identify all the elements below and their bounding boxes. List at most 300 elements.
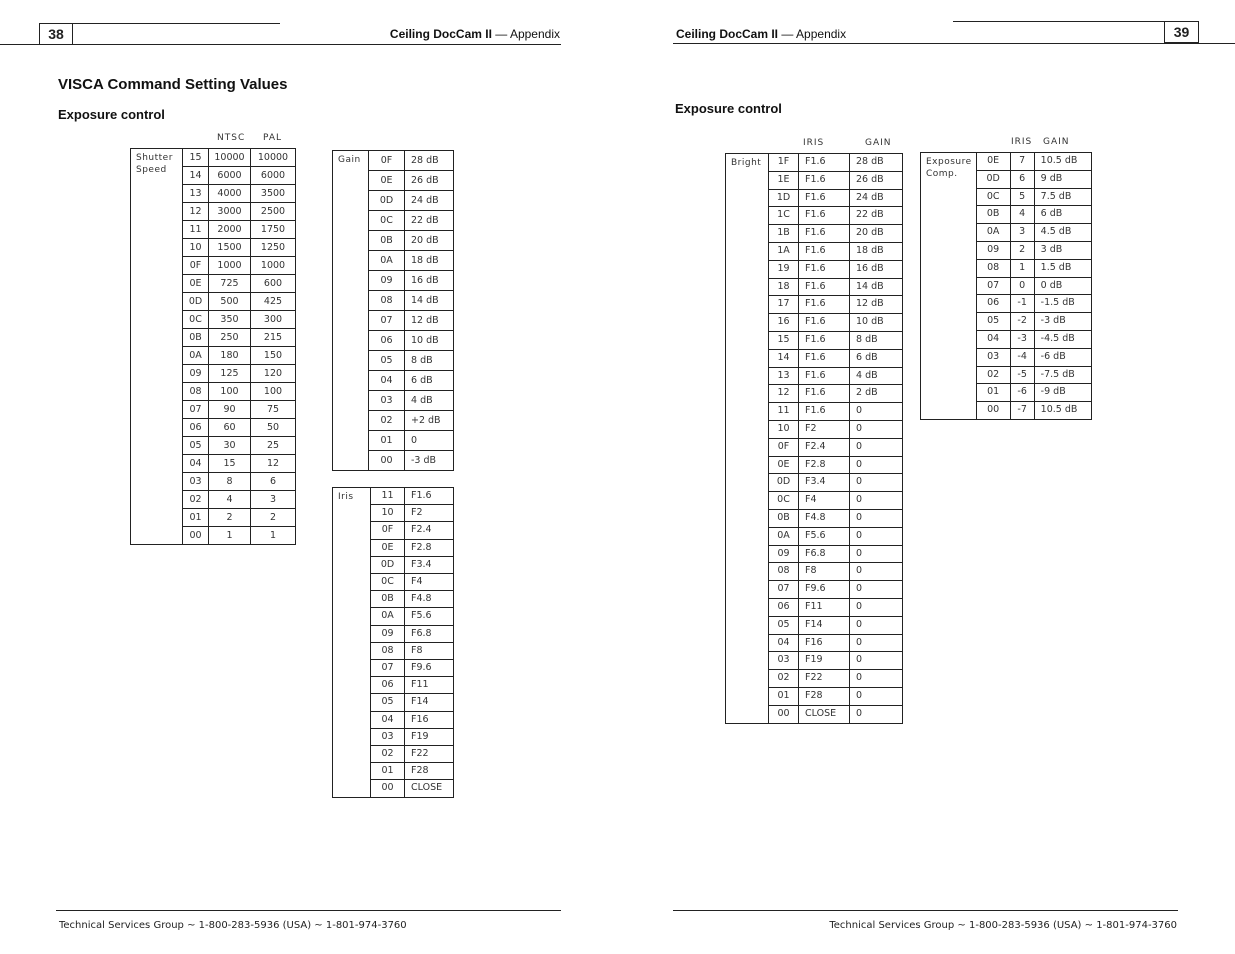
gain-cell: 8 dB (850, 331, 903, 349)
pal-cell: 120 (251, 365, 296, 383)
hex-code-cell: 1A (769, 242, 799, 260)
ntsc-cell: 1000 (209, 257, 251, 275)
hex-code-cell: 0B (371, 591, 405, 608)
gain-cell: 0 (850, 456, 903, 474)
right-footer: Technical Services Group ~ 1-800-283-5936 (USA) ~ 1-801-974-3760 (829, 920, 1177, 931)
step-cell: 6 (1010, 170, 1034, 188)
iris-cell: F14 (405, 694, 454, 711)
iris-cell: F1.6 (799, 278, 850, 296)
hex-code-cell: 08 (976, 259, 1010, 277)
table-label (131, 149, 183, 545)
gain-cell: 14 dB (850, 278, 903, 296)
iris-cell: F1.6 (799, 331, 850, 349)
iris-cell: F1.6 (799, 296, 850, 314)
iris-cell: F9.6 (799, 581, 850, 599)
gain-cell: -9 dB (1034, 384, 1091, 402)
hex-code-cell: 0B (369, 231, 405, 251)
gain-cell: 0 (850, 705, 903, 723)
gain-cell: 10 dB (850, 314, 903, 332)
gain-cell: 0 (850, 420, 903, 438)
hex-code-cell: 05 (769, 616, 799, 634)
gain-cell: 0 (405, 431, 454, 451)
hex-code-cell: 17 (769, 296, 799, 314)
left-running-header (390, 27, 560, 41)
pal-cell: 12 (251, 455, 296, 473)
gain-cell: 20 dB (850, 225, 903, 243)
iris-cell: F4 (405, 574, 454, 591)
right-footer-rule (673, 910, 1178, 911)
iris-cell: F2 (799, 420, 850, 438)
left-footer-rule (56, 910, 561, 911)
hex-code-cell: 0F (371, 522, 405, 539)
hex-code-cell: 1E (769, 171, 799, 189)
hex-code-cell: 00 (369, 451, 405, 471)
hex-code-cell: 0D (371, 556, 405, 573)
step-cell: 2 (1010, 241, 1034, 259)
hex-code-cell: 02 (183, 491, 209, 509)
hex-code-cell: 01 (976, 384, 1010, 402)
gain-table (332, 150, 454, 471)
hex-code-cell: 19 (769, 260, 799, 278)
hex-code-cell: 1F (769, 154, 799, 172)
hex-code-cell: 0D (769, 474, 799, 492)
left-footer: Technical Services Group ~ 1-800-283-5936 (USA) ~ 1-801-974-3760 (59, 920, 407, 931)
hex-code-cell: 04 (369, 371, 405, 391)
gain-cell: 26 dB (850, 171, 903, 189)
step-cell: 5 (1010, 188, 1034, 206)
hex-code-cell: 00 (769, 705, 799, 723)
iris-cell: F28 (799, 687, 850, 705)
hex-code-cell: 0A (371, 608, 405, 625)
table-label (726, 154, 769, 724)
hex-code-cell: 03 (183, 473, 209, 491)
gain-cell: 0 (850, 634, 903, 652)
iris-cell: F1.6 (799, 189, 850, 207)
ntsc-cell: 3000 (209, 203, 251, 221)
hex-code-cell: 06 (976, 295, 1010, 313)
pal-cell: 150 (251, 347, 296, 365)
right-page-number: 39 (1164, 21, 1199, 43)
hex-code-cell: 10 (183, 239, 209, 257)
pal-cell: 2500 (251, 203, 296, 221)
gain-cell: 0 (850, 509, 903, 527)
iris-cell: F8 (405, 642, 454, 659)
header-dash: — (495, 27, 508, 41)
hex-code-cell: 09 (371, 625, 405, 642)
hex-code-cell: 0E (976, 153, 1010, 171)
ntsc-cell: 1500 (209, 239, 251, 257)
gain-cell: 4.5 dB (1034, 224, 1091, 242)
iris-cell: F28 (405, 763, 454, 780)
hex-code-cell: 0E (369, 171, 405, 191)
gain-cell: 4 dB (405, 391, 454, 411)
hex-code-cell: 01 (369, 431, 405, 451)
pal-cell: 10000 (251, 149, 296, 167)
pal-cell: 300 (251, 311, 296, 329)
table-label (333, 151, 369, 471)
iris-cell: F5.6 (405, 608, 454, 625)
step-cell: 1 (1010, 259, 1034, 277)
ntsc-cell: 125 (209, 365, 251, 383)
step-cell: -6 (1010, 384, 1034, 402)
gain-cell: 10.5 dB (1034, 153, 1091, 171)
hex-code-cell: 07 (183, 401, 209, 419)
pal-cell: 1 (251, 527, 296, 545)
hex-code-cell: 01 (769, 687, 799, 705)
iris-cell: F3.4 (799, 474, 850, 492)
hex-code-cell: 06 (369, 331, 405, 351)
pal-cell: 600 (251, 275, 296, 293)
header-dash: — (781, 27, 794, 41)
pal-cell: 2 (251, 509, 296, 527)
pal-cell: 3 (251, 491, 296, 509)
gain-cell: 9 dB (1034, 170, 1091, 188)
gain-cell: 0 (850, 438, 903, 456)
iris-cell: F4.8 (405, 591, 454, 608)
gain-cell: -3 dB (405, 451, 454, 471)
gain-cell: 2 dB (850, 385, 903, 403)
hex-code-cell: 0B (769, 509, 799, 527)
iris-cell: F2.8 (405, 539, 454, 556)
hex-code-cell: 08 (769, 563, 799, 581)
gain-cell: -7.5 dB (1034, 366, 1091, 384)
gain-cell: 22 dB (850, 207, 903, 225)
ntsc-cell: 350 (209, 311, 251, 329)
exposure-comp-table (920, 152, 1092, 420)
ntsc-cell: 180 (209, 347, 251, 365)
hex-code-cell: 10 (769, 420, 799, 438)
pal-cell: 6000 (251, 167, 296, 185)
hex-code-cell: 0A (976, 224, 1010, 242)
hex-code-cell: 02 (369, 411, 405, 431)
hex-code-cell: 0F (769, 438, 799, 456)
gain-cell: 0 (850, 403, 903, 421)
iris-cell: F1.6 (799, 171, 850, 189)
pal-cell: 215 (251, 329, 296, 347)
gain-cell: 8 dB (405, 351, 454, 371)
pal-column-header: PAL (263, 133, 283, 143)
iris-cell: F4 (799, 492, 850, 510)
iris-cell: F1.6 (799, 367, 850, 385)
iris-cell: F1.6 (799, 314, 850, 332)
iris-cell: F19 (799, 652, 850, 670)
hex-code-cell: 09 (976, 241, 1010, 259)
gain-cell: 0 (850, 474, 903, 492)
step-cell: 4 (1010, 206, 1034, 224)
hex-code-cell: 16 (769, 314, 799, 332)
hex-code-cell: 02 (976, 366, 1010, 384)
ntsc-cell: 250 (209, 329, 251, 347)
ntsc-cell: 4 (209, 491, 251, 509)
pal-cell: 50 (251, 419, 296, 437)
hex-code-cell: 13 (183, 185, 209, 203)
iris-cell: F1.6 (799, 154, 850, 172)
ntsc-cell: 90 (209, 401, 251, 419)
gain-cell: 0 (850, 687, 903, 705)
gain-cell: 0 (850, 527, 903, 545)
header-section: Appendix (509, 27, 560, 41)
hex-code-cell: 02 (769, 670, 799, 688)
ntsc-cell: 1 (209, 527, 251, 545)
hex-code-cell: 07 (369, 311, 405, 331)
hex-code-cell: 06 (769, 598, 799, 616)
shutter-speed-table (130, 148, 296, 545)
gain-cell: 0 (850, 670, 903, 688)
iris-cell: F1.6 (405, 488, 454, 505)
ntsc-cell: 4000 (209, 185, 251, 203)
gain-cell: 1.5 dB (1034, 259, 1091, 277)
gain-cell: 0 dB (1034, 277, 1091, 295)
hex-code-cell: 0D (976, 170, 1010, 188)
gain-cell: 10.5 dB (1034, 402, 1091, 420)
hex-code-cell: 08 (371, 642, 405, 659)
iris-cell: F11 (405, 677, 454, 694)
hex-code-cell: 04 (371, 711, 405, 728)
gain-cell: 0 (850, 581, 903, 599)
hex-code-cell: 0A (183, 347, 209, 365)
table-label-line: Bright (731, 158, 762, 168)
gain-cell: 24 dB (405, 191, 454, 211)
table-row (131, 149, 296, 167)
hex-code-cell: 1C (769, 207, 799, 225)
gain-cell: 6 dB (405, 371, 454, 391)
iris-cell: F6.8 (405, 625, 454, 642)
hex-code-cell: 03 (369, 391, 405, 411)
gain-cell: 6 dB (850, 349, 903, 367)
iris-cell: F1.6 (799, 225, 850, 243)
pal-cell: 100 (251, 383, 296, 401)
hex-code-cell: 15 (769, 331, 799, 349)
gain-cell: 18 dB (850, 242, 903, 260)
hex-code-cell: 0C (976, 188, 1010, 206)
hex-code-cell: 07 (769, 581, 799, 599)
ntsc-cell: 100 (209, 383, 251, 401)
gain-cell: -3 dB (1034, 313, 1091, 331)
hex-code-cell: 1B (769, 225, 799, 243)
gain-cell: 0 (850, 563, 903, 581)
iris-cell: F11 (799, 598, 850, 616)
step-cell: 3 (1010, 224, 1034, 242)
iris-cell: F14 (799, 616, 850, 634)
hex-code-cell: 04 (769, 634, 799, 652)
ntsc-cell: 15 (209, 455, 251, 473)
iris-cell: F2 (405, 505, 454, 522)
gain-cell: 12 dB (850, 296, 903, 314)
table-row (333, 488, 454, 505)
hex-code-cell: 03 (371, 728, 405, 745)
bright-iris-column-header: IRIS (803, 138, 825, 148)
hex-code-cell: 12 (183, 203, 209, 221)
pal-cell: 25 (251, 437, 296, 455)
pal-cell: 6 (251, 473, 296, 491)
gain-cell: +2 dB (405, 411, 454, 431)
hex-code-cell: 07 (976, 277, 1010, 295)
hex-code-cell: 0F (183, 257, 209, 275)
table-label-line: Shutter (136, 153, 173, 163)
pal-cell: 75 (251, 401, 296, 419)
hex-code-cell: 0C (371, 574, 405, 591)
iris-cell: F16 (799, 634, 850, 652)
iris-cell: F1.6 (799, 207, 850, 225)
hex-code-cell: 08 (183, 383, 209, 401)
hex-code-cell: 04 (183, 455, 209, 473)
gain-cell: -1.5 dB (1034, 295, 1091, 313)
gain-cell: 18 dB (405, 251, 454, 271)
step-cell: -3 (1010, 330, 1034, 348)
hex-code-cell: 05 (371, 694, 405, 711)
gain-cell: 24 dB (850, 189, 903, 207)
ntsc-column-header: NTSC (217, 133, 246, 143)
ntsc-cell: 30 (209, 437, 251, 455)
hex-code-cell: 0B (183, 329, 209, 347)
hex-code-cell: 0A (769, 527, 799, 545)
hex-code-cell: 05 (976, 313, 1010, 331)
gain-cell: 16 dB (405, 271, 454, 291)
gain-cell: 28 dB (850, 154, 903, 172)
step-cell: -5 (1010, 366, 1034, 384)
gain-cell: 28 dB (405, 151, 454, 171)
ntsc-cell: 6000 (209, 167, 251, 185)
pal-cell: 1000 (251, 257, 296, 275)
hex-code-cell: 05 (183, 437, 209, 455)
left-subtitle: Exposure control (58, 107, 165, 122)
gain-cell: 26 dB (405, 171, 454, 191)
page-title: VISCA Command Setting Values (58, 76, 288, 93)
pal-cell: 1750 (251, 221, 296, 239)
ntsc-cell: 2 (209, 509, 251, 527)
table-row (333, 151, 454, 171)
gain-cell: 6 dB (1034, 206, 1091, 224)
left-header-rule-top (72, 23, 280, 24)
ntsc-cell: 8 (209, 473, 251, 491)
pal-cell: 1250 (251, 239, 296, 257)
hex-code-cell: 0E (371, 539, 405, 556)
iris-cell: F1.6 (799, 242, 850, 260)
bright-table (725, 153, 903, 724)
hex-code-cell: 05 (369, 351, 405, 371)
step-cell: -2 (1010, 313, 1034, 331)
gain-cell: 0 (850, 545, 903, 563)
gain-cell: 0 (850, 492, 903, 510)
table-label (921, 153, 977, 420)
ntsc-cell: 500 (209, 293, 251, 311)
hex-code-cell: 00 (371, 780, 405, 797)
iris-cell: F5.6 (799, 527, 850, 545)
iris-cell: F2.8 (799, 456, 850, 474)
iris-cell: F3.4 (405, 556, 454, 573)
left-page-number: 38 (39, 23, 73, 45)
hex-code-cell: 11 (371, 488, 405, 505)
gain-cell: -4.5 dB (1034, 330, 1091, 348)
comp-gain-column-header: GAIN (1043, 137, 1070, 147)
hex-code-cell: 10 (371, 505, 405, 522)
gain-cell: 20 dB (405, 231, 454, 251)
ntsc-cell: 725 (209, 275, 251, 293)
iris-cell: F2.4 (799, 438, 850, 456)
table-label-line: Comp. (926, 169, 958, 179)
header-product: Ceiling DocCam II (389, 27, 492, 41)
step-cell: -7 (1010, 402, 1034, 420)
hex-code-cell: 0D (369, 191, 405, 211)
gain-cell: 0 (850, 598, 903, 616)
iris-cell: F1.6 (799, 385, 850, 403)
hex-code-cell: 03 (976, 348, 1010, 366)
step-cell: -4 (1010, 348, 1034, 366)
pal-cell: 3500 (251, 185, 296, 203)
hex-code-cell: 0E (769, 456, 799, 474)
table-row (726, 154, 903, 172)
hex-code-cell: 01 (183, 509, 209, 527)
hex-code-cell: 11 (769, 403, 799, 421)
iris-cell: F8 (799, 563, 850, 581)
table-label (333, 488, 371, 798)
ntsc-cell: 60 (209, 419, 251, 437)
right-header-rule-top (953, 21, 1164, 22)
hex-code-cell: 07 (371, 660, 405, 677)
iris-cell: F9.6 (405, 660, 454, 677)
hex-code-cell: 03 (769, 652, 799, 670)
hex-code-cell: 06 (183, 419, 209, 437)
iris-cell: F22 (799, 670, 850, 688)
iris-cell: F1.6 (799, 349, 850, 367)
left-header-rule (0, 44, 561, 45)
hex-code-cell: 11 (183, 221, 209, 239)
hex-code-cell: 12 (769, 385, 799, 403)
gain-cell: 12 dB (405, 311, 454, 331)
hex-code-cell: 1D (769, 189, 799, 207)
iris-table (332, 487, 454, 798)
table-label-line: Iris (338, 492, 354, 502)
gain-cell: 0 (850, 616, 903, 634)
ntsc-cell: 10000 (209, 149, 251, 167)
gain-cell: 0 (850, 652, 903, 670)
hex-code-cell: 0C (369, 211, 405, 231)
hex-code-cell: 14 (769, 349, 799, 367)
hex-code-cell: 06 (371, 677, 405, 694)
gain-cell: 10 dB (405, 331, 454, 351)
hex-code-cell: 14 (183, 167, 209, 185)
gain-cell: 3 dB (1034, 241, 1091, 259)
hex-code-cell: 00 (976, 402, 1010, 420)
hex-code-cell: 0C (769, 492, 799, 510)
iris-cell: F16 (405, 711, 454, 728)
iris-cell: F2.4 (405, 522, 454, 539)
hex-code-cell: 0D (183, 293, 209, 311)
right-header-rule (673, 43, 1235, 44)
hex-code-cell: 09 (369, 271, 405, 291)
step-cell: 7 (1010, 153, 1034, 171)
header-section: Appendix (796, 27, 847, 41)
table-label-line: Speed (136, 165, 167, 175)
iris-cell: F1.6 (799, 260, 850, 278)
hex-code-cell: 0B (976, 206, 1010, 224)
bright-gain-column-header: GAIN (865, 138, 892, 148)
hex-code-cell: 0E (183, 275, 209, 293)
pal-cell: 425 (251, 293, 296, 311)
iris-cell: CLOSE (799, 705, 850, 723)
right-subtitle: Exposure control (675, 101, 782, 116)
hex-code-cell: 0C (183, 311, 209, 329)
hex-code-cell: 09 (769, 545, 799, 563)
iris-cell: F6.8 (799, 545, 850, 563)
iris-cell: F22 (405, 746, 454, 763)
gain-cell: 4 dB (850, 367, 903, 385)
hex-code-cell: 02 (371, 746, 405, 763)
hex-code-cell: 13 (769, 367, 799, 385)
table-label-line: Gain (338, 155, 361, 165)
iris-cell: F4.8 (799, 509, 850, 527)
hex-code-cell: 18 (769, 278, 799, 296)
